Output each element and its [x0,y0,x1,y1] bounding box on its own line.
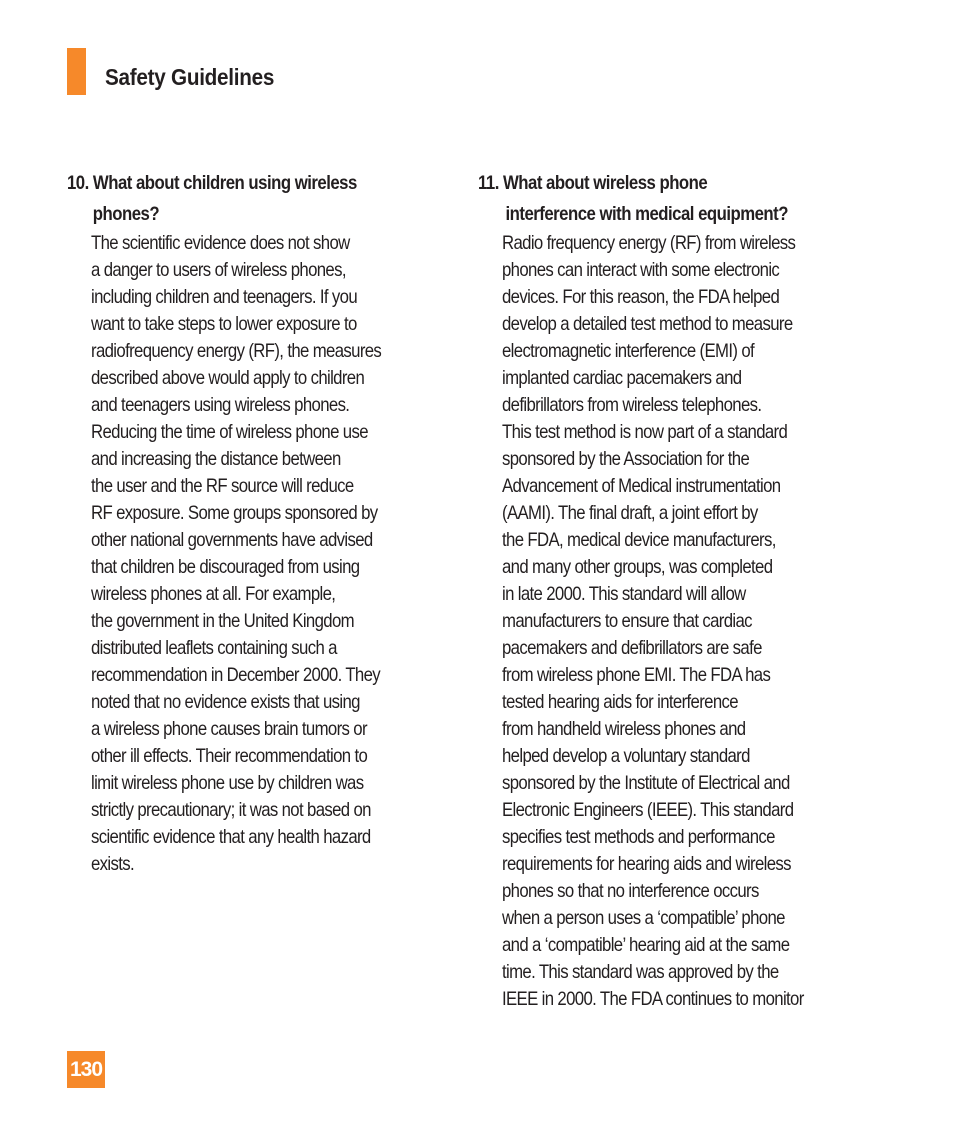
body-text-line: scientific evidence that any health hazard [91,826,371,848]
body-text-line: IEEE in 2000. The FDA continues to monitor [502,988,804,1010]
left-column [67,168,447,878]
body-text-line: implanted cardiac pacemakers and [502,367,742,389]
body-text-line: devices. For this reason, the FDA helped [502,286,780,308]
page-title: Safety Guidelines [105,64,275,90]
body-text-line: the FDA, medical device manufacturers, [502,529,776,551]
body-text-line: including children and teenagers. If you [91,286,358,308]
body-text-line: and a ‘compatible’ hearing aid at the same [502,934,790,956]
body-text-line: and teenagers using wireless phones. [91,394,350,416]
body-text-line: strictly precautionary; it was not based on [91,799,371,821]
body-text-line: sponsored by the Institute of Electrical and [502,772,790,794]
body-text-line: requirements for hearing aids and wireless [502,853,791,875]
body-text-line: The scientific evidence does not show [91,232,350,254]
body-text-line: (AAMI). The final draft, a joint effort by [502,502,758,524]
question-10-heading [67,168,447,230]
body-text-line: time. This standard was approved by the [502,961,779,983]
body-text-line: and many other groups, was completed [502,556,773,578]
body-text-line: radiofrequency energy (RF), the measures [91,340,382,362]
body-text-line: the government in the United Kingdom [91,610,354,632]
right-column [478,168,870,1013]
body-text-line: Radio frequency energy (RF) from wireless [502,232,796,254]
body-text-line: sponsored by the Association for the [502,448,750,470]
body-text-line: electromagnetic interference (EMI) of [502,340,755,362]
body-text-line: other ill effects. Their recommendation to [91,745,368,767]
body-text-line: a wireless phone causes brain tumors or [91,718,367,740]
body-text-line: recommendation in December 2000. They [91,664,381,686]
body-text-line: limit wireless phone use by children was [91,772,364,794]
body-text-line: noted that no evidence exists that using [91,691,360,713]
heading-line: phones? [92,203,160,225]
body-text-line: described above would apply to children [91,367,365,389]
body-text-line: from handheld wireless phones and [502,718,746,740]
body-text-line: Electronic Engineers (IEEE). This standard [502,799,794,821]
body-text-line: distributed leaflets containing such a [91,637,337,659]
body-text-line: specifies test methods and performance [502,826,775,848]
body-text-line: This test method is now part of a standard [502,421,788,443]
body-text-line: a danger to users of wireless phones, [91,259,346,281]
body-text-line: want to take steps to lower exposure to [91,313,357,335]
body-text-line: that children be discouraged from using [91,556,360,578]
body-text-line: in late 2000. This standard will allow [502,583,746,605]
body-text-line: RF exposure. Some groups sponsored by [91,502,378,524]
body-text-line: pacemakers and defibrillators are safe [502,637,762,659]
heading-line: interference with medical equipment? [505,203,788,225]
body-text-line: wireless phones at all. For example, [91,583,336,605]
body-text-line: the user and the RF source will reduce [91,475,354,497]
question-10-answer [67,230,447,878]
body-text-line: phones so that no interference occurs [502,880,759,902]
body-text-line: Advancement of Medical instrumentation [502,475,781,497]
body-text-line: from wireless phone EMI. The FDA has [502,664,771,686]
body-text-line: when a person uses a ‘compatible’ phone [502,907,785,929]
header-accent-bar [67,48,86,95]
body-text-line: phones can interact with some electronic [502,259,780,281]
body-text-line: Reducing the time of wireless phone use [91,421,368,443]
heading-line: 11. What about wireless phone [478,172,708,194]
body-text-line: helped develop a voluntary standard [502,745,750,767]
question-11-answer [478,230,870,1013]
body-text-line: defibrillators from wireless telephones. [502,394,762,416]
body-text-line: exists. [91,853,135,875]
body-text-line: and increasing the distance between [91,448,341,470]
body-text-line: manufacturers to ensure that cardiac [502,610,752,632]
question-11-heading [478,168,870,230]
body-text-line: other national governments have advised [91,529,373,551]
heading-line: 10. What about children using wireless [67,172,357,194]
body-text-line: develop a detailed test method to measure [502,313,793,335]
page-number-badge: 130 [67,1051,105,1088]
body-text-line: tested hearing aids for interference [502,691,738,713]
